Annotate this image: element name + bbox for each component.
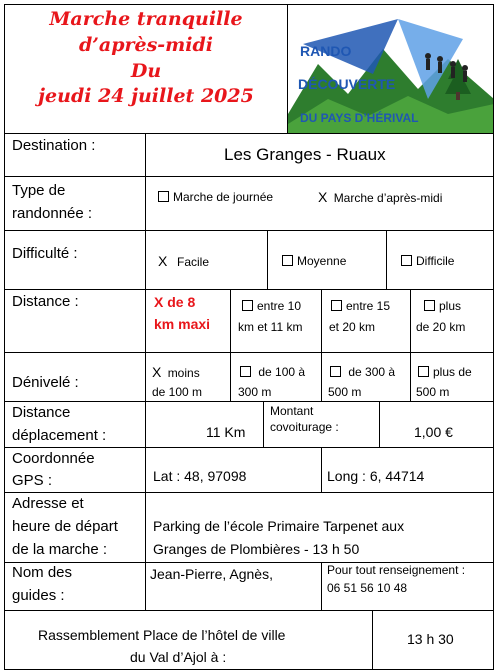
gps-label-2: GPS : xyxy=(12,472,53,489)
denivele-option-300-500-line2: 500 m xyxy=(328,385,362,399)
option-label: entre 10 xyxy=(257,299,302,313)
checkbox-icon xyxy=(242,300,253,311)
covoiturage-value: 1,00 € xyxy=(414,424,453,440)
guides-label-1: Nom des xyxy=(12,564,73,581)
checkbox-icon xyxy=(330,366,341,377)
difficulte-option-moyenne[interactable] xyxy=(282,255,346,267)
checkbox-icon xyxy=(240,366,251,377)
adresse-label-1: Adresse et xyxy=(12,495,84,512)
checkbox-icon xyxy=(282,255,293,266)
distance-label: Distance : xyxy=(12,293,79,310)
logo-text-2: DÉCOUVERTE xyxy=(298,76,396,92)
guides-value: Jean-Pierre, Agnès, xyxy=(150,566,273,582)
option-label: de 300 à xyxy=(348,365,396,379)
deplacement-value: 11 Km xyxy=(206,424,246,440)
deplacement-label-1: Distance xyxy=(12,404,71,421)
option-label: de 100 à xyxy=(258,365,306,379)
info-label: Pour tout renseignement : xyxy=(327,563,466,577)
destination-value: Les Granges - Ruaux xyxy=(224,145,386,164)
adresse-value-2: Granges de Plombières - 13 h 50 xyxy=(153,541,360,557)
option-label: moins xyxy=(167,366,200,380)
option-label: Difficile xyxy=(416,254,455,268)
rassemblement-text-2: du Val d’Ajol à : xyxy=(130,649,227,665)
type-label-2: randonnée : xyxy=(12,205,93,222)
checkbox-icon xyxy=(418,366,429,377)
distance-selected-1: X de 8 xyxy=(154,294,196,310)
checkbox-icon xyxy=(331,300,342,311)
denivele-option-100-300[interactable] xyxy=(240,366,305,378)
title-line-2: d’après-midi xyxy=(78,34,213,56)
gps-longitude: Long : 6, 44714 xyxy=(327,468,425,484)
type-label-1: Type de xyxy=(12,182,66,199)
type-option-apres-midi[interactable] xyxy=(318,190,442,204)
denivele-option-100-300-line2: 300 m xyxy=(238,385,272,399)
title-line-3: Du xyxy=(130,60,162,82)
rassemblement-time: 13 h 30 xyxy=(407,631,454,647)
distance-option-15-20[interactable] xyxy=(331,300,390,312)
difficulte-option-facile[interactable] xyxy=(158,254,209,268)
distance-selected-2: km maxi xyxy=(154,316,211,332)
option-label: entre 15 xyxy=(346,299,391,313)
denivele-option-plus-500[interactable] xyxy=(418,366,472,378)
adresse-label-3: de la marche : xyxy=(12,541,108,558)
gps-label-1: Coordonnée xyxy=(12,450,95,467)
deplacement-label-2: déplacement : xyxy=(12,427,107,444)
title-line-4: jeudi 24 juillet 2025 xyxy=(38,85,254,107)
logo-text-1: RANDO xyxy=(300,43,352,59)
checkbox-icon xyxy=(401,255,412,266)
distance-option-plus-20-line2: de 20 km xyxy=(416,320,466,334)
checked-mark: X xyxy=(318,189,328,205)
option-label: Marche de journée xyxy=(173,190,274,204)
option-label: plus de xyxy=(433,365,472,379)
destination-label: Destination : xyxy=(12,137,96,154)
difficulte-option-difficile[interactable] xyxy=(401,255,454,267)
checkbox-icon xyxy=(424,300,435,311)
guides-label-2: guides : xyxy=(12,587,65,604)
rassemblement-text-1: Rassemblement Place de l’hôtel de ville xyxy=(38,627,286,643)
denivele-option-300-500[interactable] xyxy=(330,366,395,378)
distance-option-plus-20[interactable] xyxy=(424,300,461,312)
info-phone[interactable]: 06 51 56 10 48 xyxy=(327,581,408,595)
option-label: Moyenne xyxy=(297,254,347,268)
covoiturage-label-2: covoiturage : xyxy=(270,420,339,434)
option-label: Facile xyxy=(177,255,210,269)
denivele-option-plus-500-line2: 500 m xyxy=(416,385,450,399)
checked-mark: X xyxy=(152,364,162,380)
logo-text-3: DU PAYS D’HÉRIVAL xyxy=(300,111,419,125)
gps-latitude: Lat : 48, 97098 xyxy=(153,468,247,484)
covoiturage-label-1: Montant xyxy=(270,404,314,418)
title-line-1: Marche tranquille xyxy=(49,8,243,30)
adresse-label-2: heure de départ xyxy=(12,518,118,535)
difficulte-label: Difficulté : xyxy=(12,245,78,262)
distance-option-10-11[interactable] xyxy=(242,300,301,312)
checkbox-icon xyxy=(158,191,169,202)
option-label: plus xyxy=(439,299,462,313)
adresse-value-1: Parking de l’école Primaire Tarpenet aux xyxy=(153,518,405,534)
denivele-option-moins-100[interactable] xyxy=(152,365,200,379)
denivele-label: Dénivelé : xyxy=(12,374,79,391)
distance-option-15-20-line2: et 20 km xyxy=(329,320,376,334)
checked-mark: X xyxy=(158,253,168,269)
option-label: Marche d’après-midi xyxy=(333,191,443,205)
denivele-option-moins-100-line2: de 100 m xyxy=(152,385,203,399)
distance-option-10-11-line2: km et 11 km xyxy=(238,320,303,334)
type-option-journee[interactable] xyxy=(158,191,273,203)
